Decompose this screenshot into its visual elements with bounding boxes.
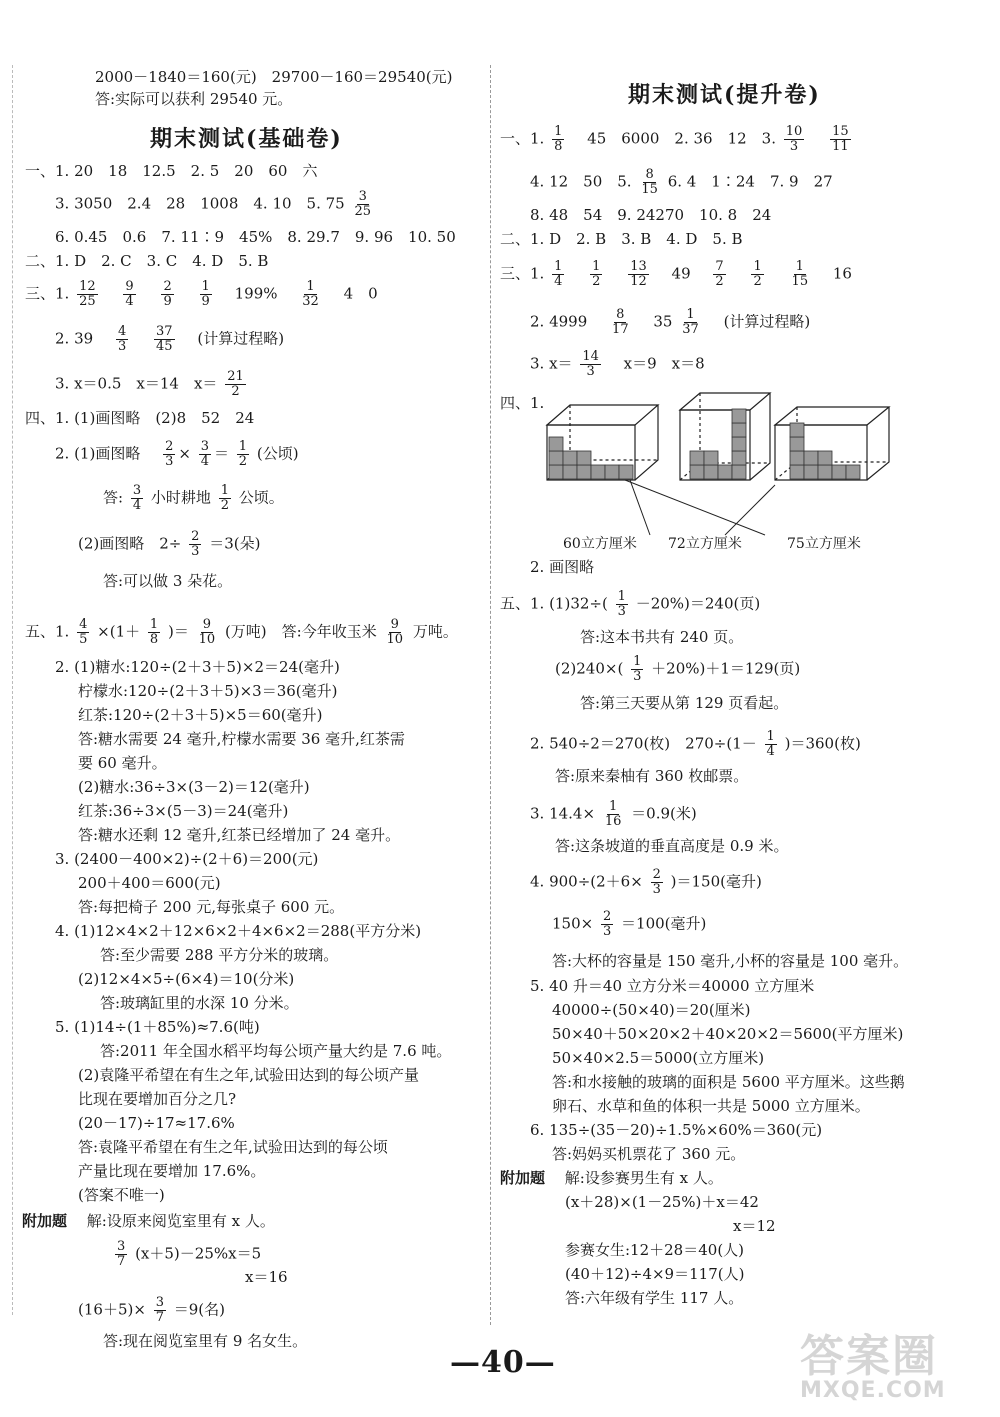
answer-line: 5. 40 升＝40 立方分米＝40000 立方厘米 — [530, 977, 815, 995]
denominator: 4 — [125, 294, 134, 309]
fraction — [751, 260, 763, 289]
bonus-line — [500, 1167, 723, 1189]
text: ＝9(名) — [173, 1300, 225, 1319]
watermark-text: 答案圈 — [800, 1331, 938, 1382]
text: 五、1. (1)32÷( — [500, 594, 608, 613]
denominator: 17 — [612, 322, 629, 337]
numerator: 37 — [156, 324, 173, 339]
answer-line — [78, 530, 260, 559]
left-margin-rule — [12, 65, 13, 1315]
denominator: 32 — [302, 294, 319, 309]
fraction — [148, 618, 160, 647]
answer-line: 一、1. 20 18 12.5 2. 5 20 60 六 — [25, 162, 318, 180]
text: 35 — [653, 312, 673, 331]
answer-line: 要 60 毫升。 — [78, 754, 167, 772]
section-title-basic: 期末测试(基础卷) — [150, 126, 343, 152]
connector-lines — [625, 480, 775, 535]
answer-line: 3. (2400－400×2)÷(2＋6)＝200(元) — [55, 850, 319, 868]
answer-line: 卵石、水草和鱼的体积一共是 5000 立方厘米。 — [552, 1097, 870, 1115]
bonus-label: 附加题 — [500, 1169, 546, 1187]
text: 4. 900÷(2＋6× — [530, 872, 643, 891]
fraction — [639, 168, 660, 197]
text-line: 2000－1840＝160(元) 29700－160＝29540(元) — [95, 68, 453, 86]
label: 三、1. — [500, 264, 545, 283]
numerator: 1 — [201, 279, 210, 294]
answer-line: 答:和水接触的玻璃的面积是 5600 平方厘米。这些鹅 — [552, 1073, 905, 1091]
denominator: 3 — [652, 882, 661, 897]
numerator: 1 — [766, 729, 775, 744]
numerator: 9 — [202, 617, 212, 632]
text: 3. x＝0.5 x＝14 x＝ — [55, 374, 218, 393]
fraction — [161, 280, 173, 309]
denominator: 12 — [630, 274, 647, 289]
numerator: 1 — [592, 259, 601, 274]
numerator: 12 — [79, 279, 96, 294]
denominator: 8 — [149, 632, 159, 647]
text: 199% — [234, 284, 278, 303]
denominator: 2 — [715, 274, 724, 289]
fraction — [300, 280, 321, 309]
fraction — [77, 280, 98, 309]
fraction — [713, 260, 725, 289]
text: 公顷。 — [238, 488, 284, 507]
denominator: 7 — [117, 1254, 126, 1269]
answer-line: (2)袁隆平希望在有生之年,试验田达到的每公顷产量 — [78, 1066, 420, 1084]
denominator: 4 — [766, 744, 775, 759]
watermark-domain: MXQE.COM — [800, 1378, 946, 1403]
answer-line: 柠檬水:120÷(2＋3＋5)×3＝36(毫升) — [78, 682, 338, 700]
denominator: 4 — [132, 498, 142, 513]
denominator: 2 — [238, 454, 248, 469]
answer-line: 答:这条坡道的垂直高度是 0.9 米。 — [555, 837, 789, 855]
fraction — [651, 868, 663, 897]
fraction — [601, 910, 613, 939]
bonus-line: x＝16 — [245, 1268, 288, 1286]
text: 解:设参赛男生有 x 人。 — [564, 1169, 723, 1187]
numerator: 1 — [238, 439, 248, 454]
bonus-label: 附加题 — [22, 1212, 68, 1230]
text-line: 答:实际可以获利 29540 元。 — [95, 90, 293, 108]
fraction — [580, 350, 601, 379]
denominator: 8 — [554, 139, 563, 154]
numerator: 1 — [633, 654, 642, 669]
fraction — [680, 308, 701, 337]
denominator: 37 — [682, 322, 699, 337]
answer-line — [552, 910, 706, 939]
denominator: 15 — [641, 182, 658, 197]
section-title-advanced: 期末测试(提升卷) — [628, 82, 821, 108]
denominator: 15 — [791, 274, 809, 289]
text: )＝ — [167, 622, 189, 641]
box-3-cubes — [790, 423, 860, 479]
fraction — [123, 280, 135, 309]
fraction — [552, 125, 564, 154]
text: (2)画图略 2÷ — [78, 534, 182, 553]
fraction — [830, 125, 851, 154]
bonus-line — [22, 1210, 275, 1232]
answer-line: 2. (1)画图略 $\frac{2}{3}$ × $\frac{3}{4}$ ＝ $\frac{1}{2}$ (公顷) — [55, 439, 299, 469]
text: 3. x＝ — [530, 354, 573, 373]
fraction — [189, 530, 201, 559]
text: 3. 3050 2.4 28 1008 4. 10 5. 75 — [55, 194, 345, 213]
text: 2. 39 — [55, 329, 94, 348]
box-1-cubes — [549, 437, 633, 479]
answer-line: 6. 0.45 0.6 7. 11∶9 45% 8. 29.7 9. 96 10. 50 — [55, 228, 456, 246]
fraction — [590, 260, 602, 289]
answer-line: (2)12×4×5÷(6×4)＝10(分米) — [78, 970, 295, 988]
text: －20%)＝240(页) — [635, 594, 761, 613]
answer-line: 答:原来秦柚有 360 枚邮票。 — [555, 767, 749, 785]
denominator: 4 — [200, 454, 210, 469]
answer-line: 二、1. D 2. B 3. B 4. D 5. B — [500, 230, 743, 248]
text: (计算过程略) — [723, 312, 811, 331]
answer-line — [55, 325, 284, 354]
numerator: 8 — [616, 307, 625, 322]
numerator: 2 — [163, 279, 172, 294]
text: ×(1＋ — [97, 622, 141, 641]
text: 2. 4999 — [530, 312, 588, 331]
answer-line: 产量比现在要增加 17.6%。 — [78, 1162, 266, 1180]
text: ＝0.9(米) — [631, 804, 697, 823]
denominator: 25 — [354, 204, 372, 219]
answer-line: 6. 135÷(35－20)÷1.5%×60%＝360(元) — [530, 1121, 823, 1139]
bonus-line: (x＋28)×(1－25%)＋x＝42 — [565, 1193, 759, 1211]
fraction — [200, 280, 212, 309]
answer-line — [555, 655, 800, 684]
numerator: 1 — [617, 589, 626, 604]
denominator: 3 — [617, 604, 626, 619]
text: 16 — [832, 264, 852, 283]
answer-line: 50×40＋50×20×2＋40×20×2＝5600(平方厘米) — [552, 1025, 904, 1043]
text: 2. 540÷2＝270(枚) 270÷(1－ — [530, 734, 757, 753]
text: ＝3(朵) — [209, 534, 261, 553]
numerator: 8 — [645, 167, 654, 182]
answer-line: 答:袁隆平希望在有生之年,试验田达到的每公顷 — [78, 1138, 388, 1156]
text: 45 6000 2. 36 12 3. — [587, 129, 776, 148]
text: 一、1. — [500, 129, 545, 148]
numerator: 7 — [715, 259, 724, 274]
volume-label: 60立方厘米 — [563, 536, 637, 552]
text: 2. (1)画图略 — [55, 444, 141, 463]
bonus-line: 答:现在阅览室里有 9 名女生。 — [103, 1332, 308, 1350]
numerator: 1 — [795, 259, 804, 274]
fraction — [116, 325, 128, 354]
text: 49 — [671, 264, 691, 283]
answer-line: 2. (1)糖水:120÷(2＋3＋5)×2＝24(毫升) — [55, 658, 340, 676]
answer-line: 答:这本书共有 240 页。 — [580, 628, 744, 646]
fraction — [790, 260, 811, 289]
text: (万吨) 答:今年收玉米 — [224, 622, 377, 641]
fraction — [631, 655, 643, 684]
answer-line: 比现在要增加百分之几? — [78, 1090, 237, 1108]
numerator: 1 — [220, 483, 229, 498]
numerator: 3 — [358, 189, 367, 204]
answer-line: (20－17)÷17≈17.6% — [78, 1114, 235, 1132]
fraction — [77, 618, 89, 647]
answer-line: 5. (1)14÷(1＋85%)≈7.6(吨) — [55, 1018, 260, 1036]
numerator: 2 — [191, 529, 200, 544]
answer-line — [530, 168, 833, 197]
fraction — [628, 260, 649, 289]
fraction — [219, 484, 231, 513]
numerator: 2 — [165, 439, 174, 454]
text: 解:设原来阅览室里有 x 人。 — [86, 1212, 275, 1230]
answer-line: 红茶:120÷(2＋3＋5)×5＝60(毫升) — [78, 706, 323, 724]
answer-line — [103, 484, 284, 513]
answer-line: 答:至少需要 288 平方分米的玻璃。 — [100, 946, 339, 964]
answer-line — [25, 618, 458, 647]
label: 三、1. — [25, 284, 70, 303]
answer-line — [530, 308, 810, 337]
denominator: 9 — [201, 294, 210, 309]
answer-line: 4. (1)12×4×2＋12×6×2＋4×6×2＝288(平方分米) — [55, 922, 422, 940]
fraction — [197, 618, 218, 647]
text: ＋20%)＋1＝129(页) — [651, 659, 801, 678]
denominator: 9 — [163, 294, 172, 309]
denominator: 7 — [155, 1310, 164, 1325]
text: (计算过程略) — [197, 329, 285, 348]
fraction — [237, 440, 249, 469]
answer-line: 2. 画图略 — [530, 558, 595, 576]
denominator: 3 — [602, 924, 612, 939]
answer-line: 答:大杯的容量是 150 毫升,小杯的容量是 100 毫升。 — [552, 952, 909, 970]
page-number: —40— — [450, 1345, 556, 1380]
answer-line — [500, 125, 854, 154]
answer-line: 答:妈妈买机票花了 360 元。 — [552, 1145, 746, 1163]
numerator: 1 — [753, 259, 762, 274]
numerator: 1 — [554, 124, 563, 139]
answer-line: 8. 48 54 9. 24270 10. 8 24 — [530, 206, 772, 224]
denominator: 10 — [386, 632, 404, 647]
fraction — [225, 370, 246, 399]
numerator: 13 — [630, 259, 647, 274]
fraction — [610, 308, 631, 337]
denominator: 3 — [191, 544, 200, 559]
fraction — [552, 260, 564, 289]
denominator: 3 — [165, 454, 174, 469]
numerator: 1 — [149, 617, 159, 632]
denominator: 5 — [79, 632, 88, 647]
bonus-line: x＝12 — [733, 1217, 776, 1235]
fraction — [765, 730, 777, 759]
denominator: 16 — [604, 814, 622, 829]
text: 答: — [103, 488, 124, 507]
answer-line — [500, 260, 852, 289]
denominator: 2 — [220, 498, 229, 513]
fraction — [603, 800, 624, 829]
answer-line: 40000÷(50×40)＝20(厘米) — [552, 1001, 751, 1019]
denominator: 2 — [753, 274, 762, 289]
answer-line: 答:第三天要从第 129 页看起。 — [580, 694, 789, 712]
numerator: 3 — [200, 439, 210, 454]
numerator: 9 — [390, 617, 399, 632]
numerator: 4 — [79, 617, 88, 632]
text: 6. 4 1∶24 7. 9 27 — [667, 172, 833, 191]
text: ＝100(毫升) — [621, 914, 707, 933]
denominator: 45 — [156, 339, 173, 354]
answer-line: 50×40×2.5＝5000(立方厘米) — [552, 1049, 765, 1067]
answer-line — [530, 868, 762, 897]
fraction — [784, 125, 805, 154]
text: )＝360(枚) — [784, 734, 861, 753]
answer-line: (2)糖水:36÷3×(3－2)＝12(毫升) — [78, 778, 310, 796]
answer-line: 答:每把椅子 200 元,每张桌子 600 元。 — [78, 898, 345, 916]
watermark-logo — [800, 1320, 990, 1410]
fraction — [616, 590, 628, 619]
bonus-line: 答:六年级有学生 117 人。 — [565, 1289, 744, 1307]
bonus-line: (40＋12)÷4×9＝117(人) — [565, 1265, 745, 1283]
denominator: 2 — [592, 274, 601, 289]
answer-line: 答:2011 年全国水稻平均每公顷产量大约是 7.6 吨。 — [100, 1042, 452, 1060]
answer-line — [530, 730, 861, 759]
answer-line: 答:玻璃缸里的水深 10 分米。 — [100, 994, 299, 1012]
fraction — [154, 1296, 166, 1325]
fraction — [199, 440, 211, 469]
answer-line: 答:可以做 3 朵花。 — [103, 572, 233, 590]
text: (16＋5)× — [78, 1300, 146, 1319]
fraction — [115, 1240, 127, 1269]
text: )＝150(毫升) — [670, 872, 762, 891]
denominator: 25 — [79, 294, 96, 309]
answer-line — [500, 590, 760, 619]
numerator: 1 — [306, 279, 315, 294]
text: 五、1. — [25, 622, 70, 641]
numerator: 1 — [554, 259, 563, 274]
denominator: 4 — [554, 274, 563, 289]
answer-line — [55, 370, 249, 399]
answer-line: 四、1. (1)画图略 (2)8 52 24 — [25, 409, 255, 427]
fraction — [131, 484, 143, 513]
answer-line — [530, 800, 697, 829]
denominator: 10 — [198, 632, 216, 647]
text: (x＋5)－25%x＝5 — [135, 1244, 262, 1263]
answer-line: 200＋400＝600(元) — [78, 874, 221, 892]
text: 万吨。 — [412, 622, 458, 641]
cube-boxes-figure — [535, 385, 895, 555]
answer-line: 红茶:36÷3×(5－3)＝24(毫升) — [78, 802, 289, 820]
text: 小时耕地 — [150, 488, 211, 507]
answer-line: (答案不唯一) — [78, 1186, 165, 1204]
numerator: 15 — [832, 124, 849, 139]
text: 4 0 — [343, 284, 378, 303]
numerator: 9 — [125, 279, 134, 294]
column-divider — [490, 65, 491, 1325]
answer-line: 四、1. — [500, 394, 545, 412]
numerator: 2 — [602, 909, 612, 924]
numerator: 2 — [652, 867, 661, 882]
denominator: 3 — [117, 339, 127, 354]
numerator: 10 — [785, 124, 803, 139]
volume-label: 72立方厘米 — [668, 536, 742, 552]
fraction — [352, 190, 373, 219]
numerator: 4 — [117, 324, 127, 339]
numerator: 3 — [117, 1239, 126, 1254]
denominator: 2 — [231, 384, 240, 399]
box-2-cubes — [690, 409, 746, 479]
denominator: 11 — [832, 139, 849, 154]
text: (公顷) — [256, 444, 299, 463]
denominator: 3 — [586, 364, 595, 379]
answer-line — [55, 190, 376, 219]
numerator: 1 — [686, 307, 695, 322]
numerator: 3 — [132, 483, 142, 498]
bonus-line — [78, 1296, 225, 1325]
numerator: 14 — [582, 349, 599, 364]
text: (2)240×( — [555, 659, 624, 678]
numerator: 21 — [227, 369, 244, 384]
answer-line — [530, 350, 705, 379]
text: 3. 14.4× — [530, 804, 596, 823]
fraction — [163, 440, 175, 469]
answer-line: 二、1. D 2. C 3. C 4. D 5. B — [25, 252, 269, 270]
text: 4. 12 50 5. — [530, 172, 632, 191]
numerator: 3 — [155, 1295, 164, 1310]
denominator: 3 — [633, 669, 642, 684]
answer-line — [25, 280, 378, 309]
bonus-line — [112, 1240, 261, 1269]
numerator: 1 — [608, 799, 618, 814]
answer-line: 答:糖水还剩 12 毫升,红茶已经增加了 24 毫升。 — [78, 826, 401, 844]
text: x＝9 x＝8 — [623, 354, 705, 373]
bonus-line: 参赛女生:12＋28＝40(人) — [565, 1241, 745, 1259]
text: 150× — [552, 914, 594, 933]
volume-label: 75立方厘米 — [787, 536, 861, 552]
fraction — [384, 618, 405, 647]
fraction — [154, 325, 175, 354]
denominator: 3 — [789, 139, 799, 154]
answer-line: 答:糖水需要 24 毫升,柠檬水需要 36 毫升,红茶需 — [78, 730, 405, 748]
